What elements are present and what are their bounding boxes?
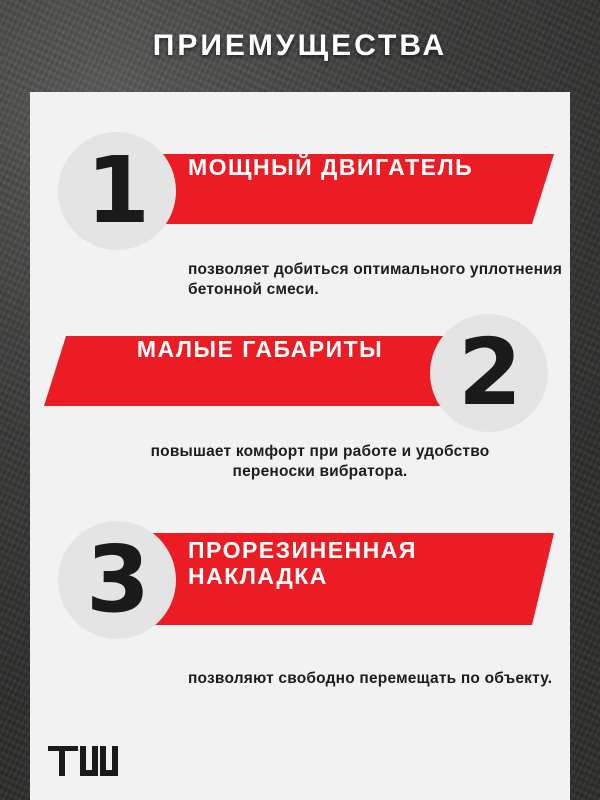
brand-logo bbox=[48, 744, 128, 782]
footer-bar bbox=[30, 738, 570, 800]
advantage-number: 3 bbox=[85, 526, 148, 633]
advantage-title: МОЩНЫЙ ДВИГАТЕЛЬ bbox=[188, 153, 474, 180]
advantage-description: повышает комфорт при работе и удобство переноски вибратора. bbox=[150, 443, 490, 480]
advantage-banner-2 bbox=[30, 314, 570, 426]
advantage-banner-1 bbox=[30, 132, 570, 244]
advantage-item-3 bbox=[30, 517, 570, 687]
number-circle bbox=[58, 521, 176, 639]
advantage-item-2 bbox=[30, 314, 570, 480]
page-title: ПРИЕМУЩЕСТВА bbox=[152, 29, 448, 62]
advantage-title: МАЛЫЕ ГАБАРИТЫ bbox=[136, 335, 384, 362]
advantage-title: ПРОРЕЗИНЕННАЯ НАКЛАДКА bbox=[188, 536, 417, 589]
advantage-description: позволяет добиться оптимального уплотнения бетонной смеси. bbox=[188, 261, 563, 298]
advantage-number: 2 bbox=[457, 319, 520, 426]
content-panel bbox=[30, 92, 570, 738]
advantage-item-1 bbox=[30, 132, 570, 298]
header-bar bbox=[0, 0, 600, 92]
advantage-description: позволяют свободно перемещать по объекту. bbox=[188, 670, 553, 687]
advantage-banner-3 bbox=[30, 517, 570, 633]
advantage-number: 1 bbox=[85, 137, 148, 244]
number-circle bbox=[58, 132, 176, 250]
